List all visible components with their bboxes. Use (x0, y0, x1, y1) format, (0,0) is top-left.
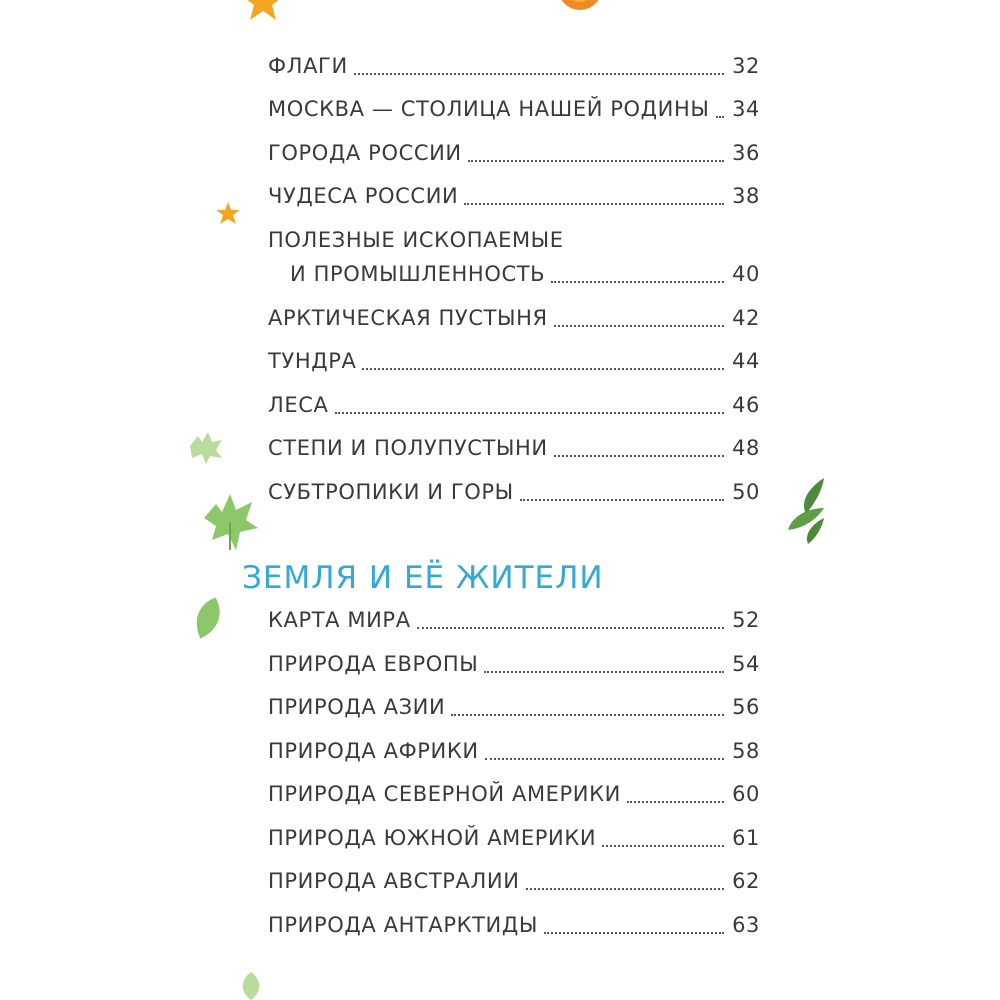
toc-entry-page: 56 (732, 695, 760, 719)
toc-leader (362, 368, 724, 370)
toc-leader (417, 627, 724, 629)
toc-entry-page: 38 (732, 184, 760, 208)
toc-leader (554, 455, 724, 457)
toc-entry-title: И ПРОМЫШЛЕННОСТЬ (290, 262, 546, 286)
toc-leader (544, 932, 724, 934)
toc-entry-page: 58 (732, 739, 760, 763)
small-star-icon (216, 202, 240, 226)
toc-entry-page: 32 (732, 54, 760, 78)
star-icon (238, 0, 288, 22)
toc-entry[interactable] (268, 438, 760, 459)
chestnut-leaf-icon (786, 478, 826, 544)
toc-leader (468, 160, 724, 162)
toc-entry-page: 63 (732, 913, 760, 937)
toc-entry-page: 48 (732, 436, 760, 460)
toc-entry-page: 61 (732, 826, 760, 850)
leaf-icon (188, 432, 224, 464)
toc-entry-page: 52 (732, 608, 760, 632)
toc-entry[interactable] (268, 741, 760, 762)
bottom-leaf-icon (238, 972, 264, 1000)
toc-entry[interactable] (268, 395, 760, 416)
toc-entry-page: 62 (732, 869, 760, 893)
toc-entry-title: МОСКВА — СТОЛИЦА НАШЕЙ РОДИНЫ (268, 97, 710, 121)
toc-entry-page: 50 (732, 480, 760, 504)
toc-entry-page: 34 (732, 97, 760, 121)
toc-entry[interactable] (268, 99, 760, 120)
toc-entry[interactable] (268, 610, 760, 631)
toc-entry-title: ПРИРОДА АЗИИ (268, 695, 446, 719)
toc-entry[interactable] (268, 56, 760, 77)
toc-entry-title: СУБТРОПИКИ И ГОРЫ (268, 480, 514, 504)
toc-entry-title: ПРИРОДА АФРИКИ (268, 739, 479, 763)
toc-entry-title-line1[interactable]: ПОЛЕЗНЫЕ ИСКОПАЕМЫЕ (268, 228, 564, 252)
toc-entry[interactable] (268, 871, 760, 892)
toc-entry[interactable] (268, 654, 760, 675)
section-heading[interactable]: ЗЕМЛЯ И ЕЁ ЖИТЕЛИ (242, 560, 604, 596)
sun-icon (545, 0, 615, 18)
toc-entry[interactable] (268, 351, 760, 372)
toc-entry-title: ПРИРОДА ЕВРОПЫ (268, 652, 479, 676)
toc-leader (551, 281, 724, 283)
toc-entry[interactable] (268, 784, 760, 805)
toc-entry-title: ПРИРОДА АНТАРКТИДЫ (268, 913, 538, 937)
toc-entry-title: КАРТА МИРА (268, 608, 411, 632)
toc-entry-title: СТЕПИ И ПОЛУПУСТЫНИ (268, 436, 548, 460)
toc-entry-title: ЛЕСА (268, 393, 329, 417)
toc-entry-page: 40 (732, 262, 760, 286)
toc-entry-title: ПРИРОДА АВСТРАЛИИ (268, 869, 520, 893)
toc-entry-page: 60 (732, 782, 760, 806)
toc-entry[interactable] (290, 264, 760, 285)
toc-entry-title: АРКТИЧЕСКАЯ ПУСТЫНЯ (268, 306, 548, 330)
toc-leader (451, 714, 724, 716)
toc-entry[interactable] (268, 915, 760, 936)
toc-entry-page: 46 (732, 393, 760, 417)
toc-entry-title: ГОРОДА РОССИИ (268, 141, 462, 165)
toc-entry-page: 54 (732, 652, 760, 676)
toc-leader (554, 325, 724, 327)
toc-entry[interactable] (268, 697, 760, 718)
toc-entry-title: ПРИРОДА СЕВЕРНОЙ АМЕРИКИ (268, 782, 621, 806)
toc-leader (520, 499, 724, 501)
birch-leaf-icon (192, 596, 224, 640)
toc-leader (716, 116, 724, 118)
toc-leader (354, 73, 724, 75)
maple-leaf-icon (200, 494, 260, 550)
toc-entry-page: 44 (732, 349, 760, 373)
toc-leader (484, 671, 724, 673)
toc-leader (464, 203, 724, 205)
toc-entry-page: 36 (732, 141, 760, 165)
toc-leader (602, 845, 724, 847)
toc-entry[interactable] (268, 186, 760, 207)
toc-entry-title: ЧУДЕСА РОССИИ (268, 184, 459, 208)
toc-leader (335, 412, 725, 414)
toc-leader (485, 758, 724, 760)
toc-entry-page: 42 (732, 306, 760, 330)
toc-leader (526, 888, 724, 890)
toc-entry[interactable] (268, 828, 760, 849)
toc-entry-title: ПРИРОДА ЮЖНОЙ АМЕРИКИ (268, 826, 597, 850)
toc-entry[interactable] (268, 482, 760, 503)
toc-entry[interactable] (268, 143, 760, 164)
toc-entry-title: ТУНДРА (268, 349, 357, 373)
toc-entry-title: ФЛАГИ (268, 54, 348, 78)
toc-entry[interactable] (268, 308, 760, 329)
toc-leader (627, 801, 724, 803)
